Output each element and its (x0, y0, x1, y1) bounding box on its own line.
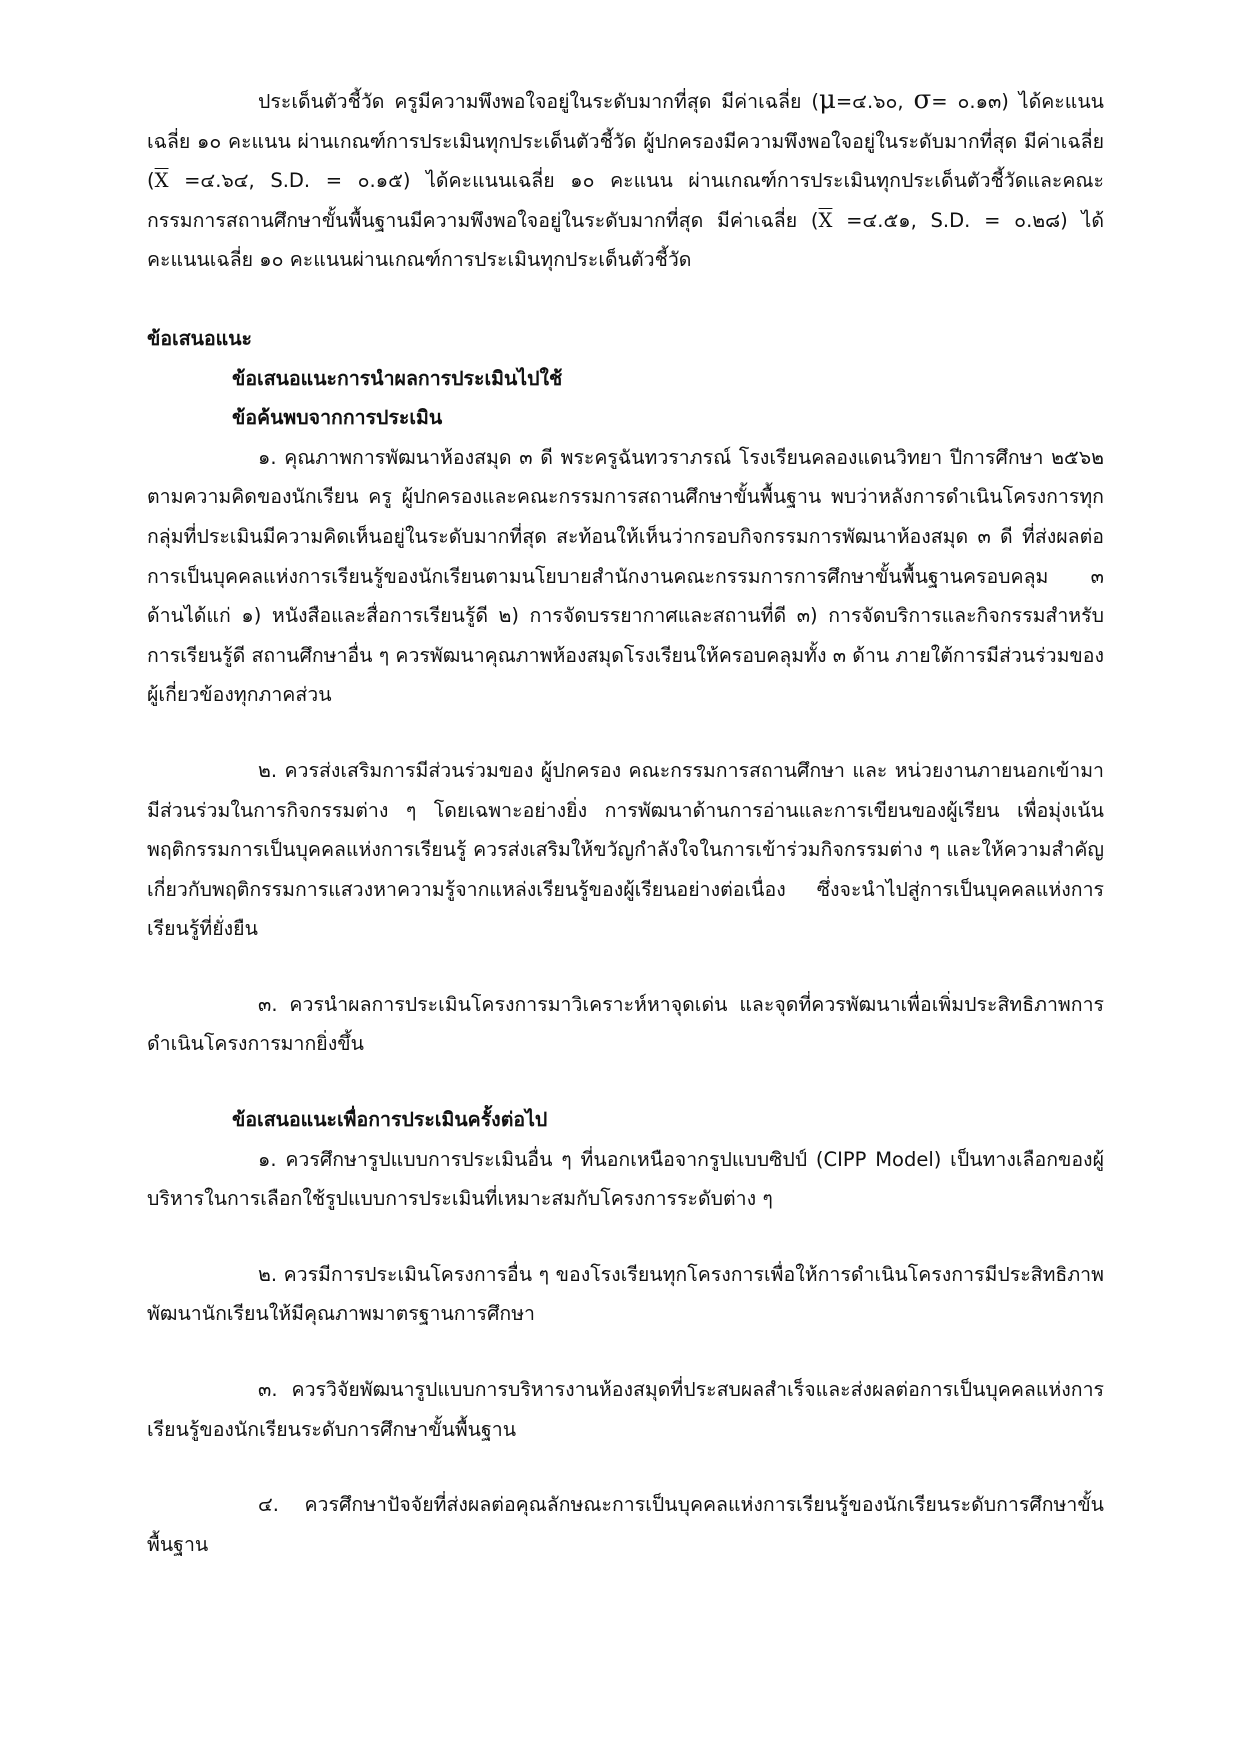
spacer (147, 715, 1104, 751)
spacer (147, 1219, 1104, 1255)
subsection-heading-apply: ข้อเสนอแนะการนำผลการประเมินไปใช้ (232, 366, 563, 390)
spacer (147, 949, 1104, 985)
summary-text-part: =๔.๕๑, S.D. = ๐.๒๘) ได้คะแนนเฉลี่ย ๑๐ คะแนนผ่านเกณฑ์การประเมินทุกประเด็นตัวชี้วัด (147, 208, 1104, 272)
subsection-heading-next: ข้อเสนอแนะเพื่อการประเมินครั้งต่อไป (232, 1108, 548, 1132)
finding-item-1: ๑. คุณภาพการพัฒนาห้องสมุด ๓ ดี พระครูฉันทวราภรณ์ โรงเรียนคลองแดนวิทยา ปีการศึกษา ๒๕๖๒ ตามความคิดของนักเรียน ครู ผู้ปกครองและคณะกรรมการสถานศึกษาขั้นพื้นฐาน พบว่าหลังการดำเนินโครงการทุกกลุ่มที่ประเมินมีความคิดเห็นอยู่ในระดับมากที่สุด สะท้อนให้เห็นว่ากรอบกิจกรรมการพัฒนาห้องสมุด ๓ ดี ที่ส่งผลต่อการเป็นบุคคลแห่งการเรียนรู้ของนักเรียนตามนโยบายสำนักงานคณะกรรมการการศึกษาขั้นพื้นฐานครอบคลุม ๓ ด้านได้แก่ ๑) หนังสือและสื่อการเรียนรู้ดี ๒) การจัดบรรยากาศและสถานที่ดี ๓) การจัดบริการและกิจกรรมสำหรับการเรียนรู้ดี สถานศึกษาอื่น ๆ ควรพัฒนาคุณภาพห้องสมุดโรงเรียนให้ครอบคลุมทั้ง ๓ ด้าน ภายใต้การมีส่วนร่วมของผู้เกี่ยวข้องทุกภาคส่วน (147, 445, 1104, 707)
spacer (147, 1064, 1104, 1100)
finding-item-3: ๓. ควรนำผลการประเมินโครงการมาวิเคราะห์หาจุดเด่น และจุดที่ควรพัฒนาเพื่อเพิ่มประสิทธิภาพการดำเนินโครงการมากยิ่งขึ้น (147, 992, 1104, 1056)
next-item-3: ๓. ควรวิจัยพัฒนารูปแบบการบริหารงานห้องสมุดที่ประสบผลสำเร็จและส่งผลต่อการเป็นบุคคลแห่งการเรียนรู้ของนักเรียนระดับการศึกษาขั้นพื้นฐาน (147, 1378, 1104, 1441)
subsection-heading-findings: ข้อค้นพบจากการประเมิน (232, 406, 443, 430)
summary-text-part: = ๐.๑๓) ได้คะแนนเฉลี่ย ๑๐ คะแนน ผ่านเกณฑ์การประเมินทุกประเด็นตัวชี้วัด ผู้ปกครองมีความพึงพอใจอยู่ในระดับมากที่สุด มีค่าเฉลี่ย ( (147, 90, 1104, 193)
spacer (147, 1449, 1104, 1485)
mu-symbol: μ (818, 85, 836, 115)
summary-text-part: =๔.๖๐, (835, 90, 914, 113)
document-page (147, 82, 1104, 1564)
next-item-1: ๑. ควรศึกษารูปแบบการประเมินอื่น ๆ ที่นอกเหนือจากรูปแบบซิปป์ (CIPP Model) เป็นทางเลือกของผู้บริหารในการเลือกใช้รูปแบบการประเมินที่เหมาะสมกับโครงการระดับต่าง ๆ (147, 1147, 1104, 1211)
spacer (147, 280, 1104, 319)
xbar-symbol: $\overline{X}$ (818, 208, 833, 232)
summary-text-part: =๔.๖๔, S.D. = ๐.๑๕) ได้คะแนนเฉลี่ย ๑๐ คะแนน ผ่านเกณฑ์การประเมินทุกประเด็นตัวชี้วัดและคณะกรรมการสถานศึกษาขั้นพื้นฐานมีความพึงพอใจอยู่ในระดับมากที่สุด มีค่าเฉลี่ย ( (147, 169, 1104, 232)
finding-item-2: ๒. ควรส่งเสริมการมีส่วนร่วมของ ผู้ปกครอง คณะกรรมการสถานศึกษา และ หน่วยงานภายนอกเข้ามามีส่วนร่วมในการกิจกรรมต่าง ๆ โดยเฉพาะอย่างยิ่ง การพัฒนาด้านการอ่านและการเขียนของผู้เรียน เพื่อมุ่งเน้นพฤติกรรมการเป็นบุคคลแห่งการเรียนรู้ ควรส่งเสริมให้ขวัญกำลังใจในการเข้าร่วมกิจกรรมต่าง ๆ และให้ความสำคัญเกี่ยวกับพฤติกรรมการแสวงหาความรู้จากแหล่งเรียนรู้ของผู้เรียนอย่างต่อเนื่อง ซึ่งจะนำไปสู่การเป็นบุคคลแห่งการเรียนรู้ที่ยั่งยืน (147, 758, 1104, 941)
section-heading: ข้อเสนอแนะ (147, 326, 253, 350)
spacer (147, 1334, 1104, 1370)
summary-text-part: ประเด็นตัวชี้วัด ครูมีความพึงพอใจอยู่ในระดับมากที่สุด มีค่าเฉลี่ย ( (258, 90, 819, 113)
next-item-2: ๒. ควรมีการประเมินโครงการอื่น ๆ ของโรงเรียนทุกโครงการเพื่อให้การดำเนินโครงการมีประสิทธิภาพ พัฒนานักเรียนให้มีคุณภาพมาตรฐานการศึกษา (147, 1262, 1104, 1326)
sigma-symbol: σ (913, 85, 932, 115)
next-item-4: ๔. ควรศึกษาปัจจัยที่ส่งผลต่อคุณลักษณะการเป็นบุคคลแห่งการเรียนรู้ของนักเรียนระดับการศึกษาขั้นพื้นฐาน (147, 1493, 1104, 1556)
xbar-symbol: $\overline{X}$ (154, 169, 169, 193)
summary-paragraph (147, 82, 1104, 280)
